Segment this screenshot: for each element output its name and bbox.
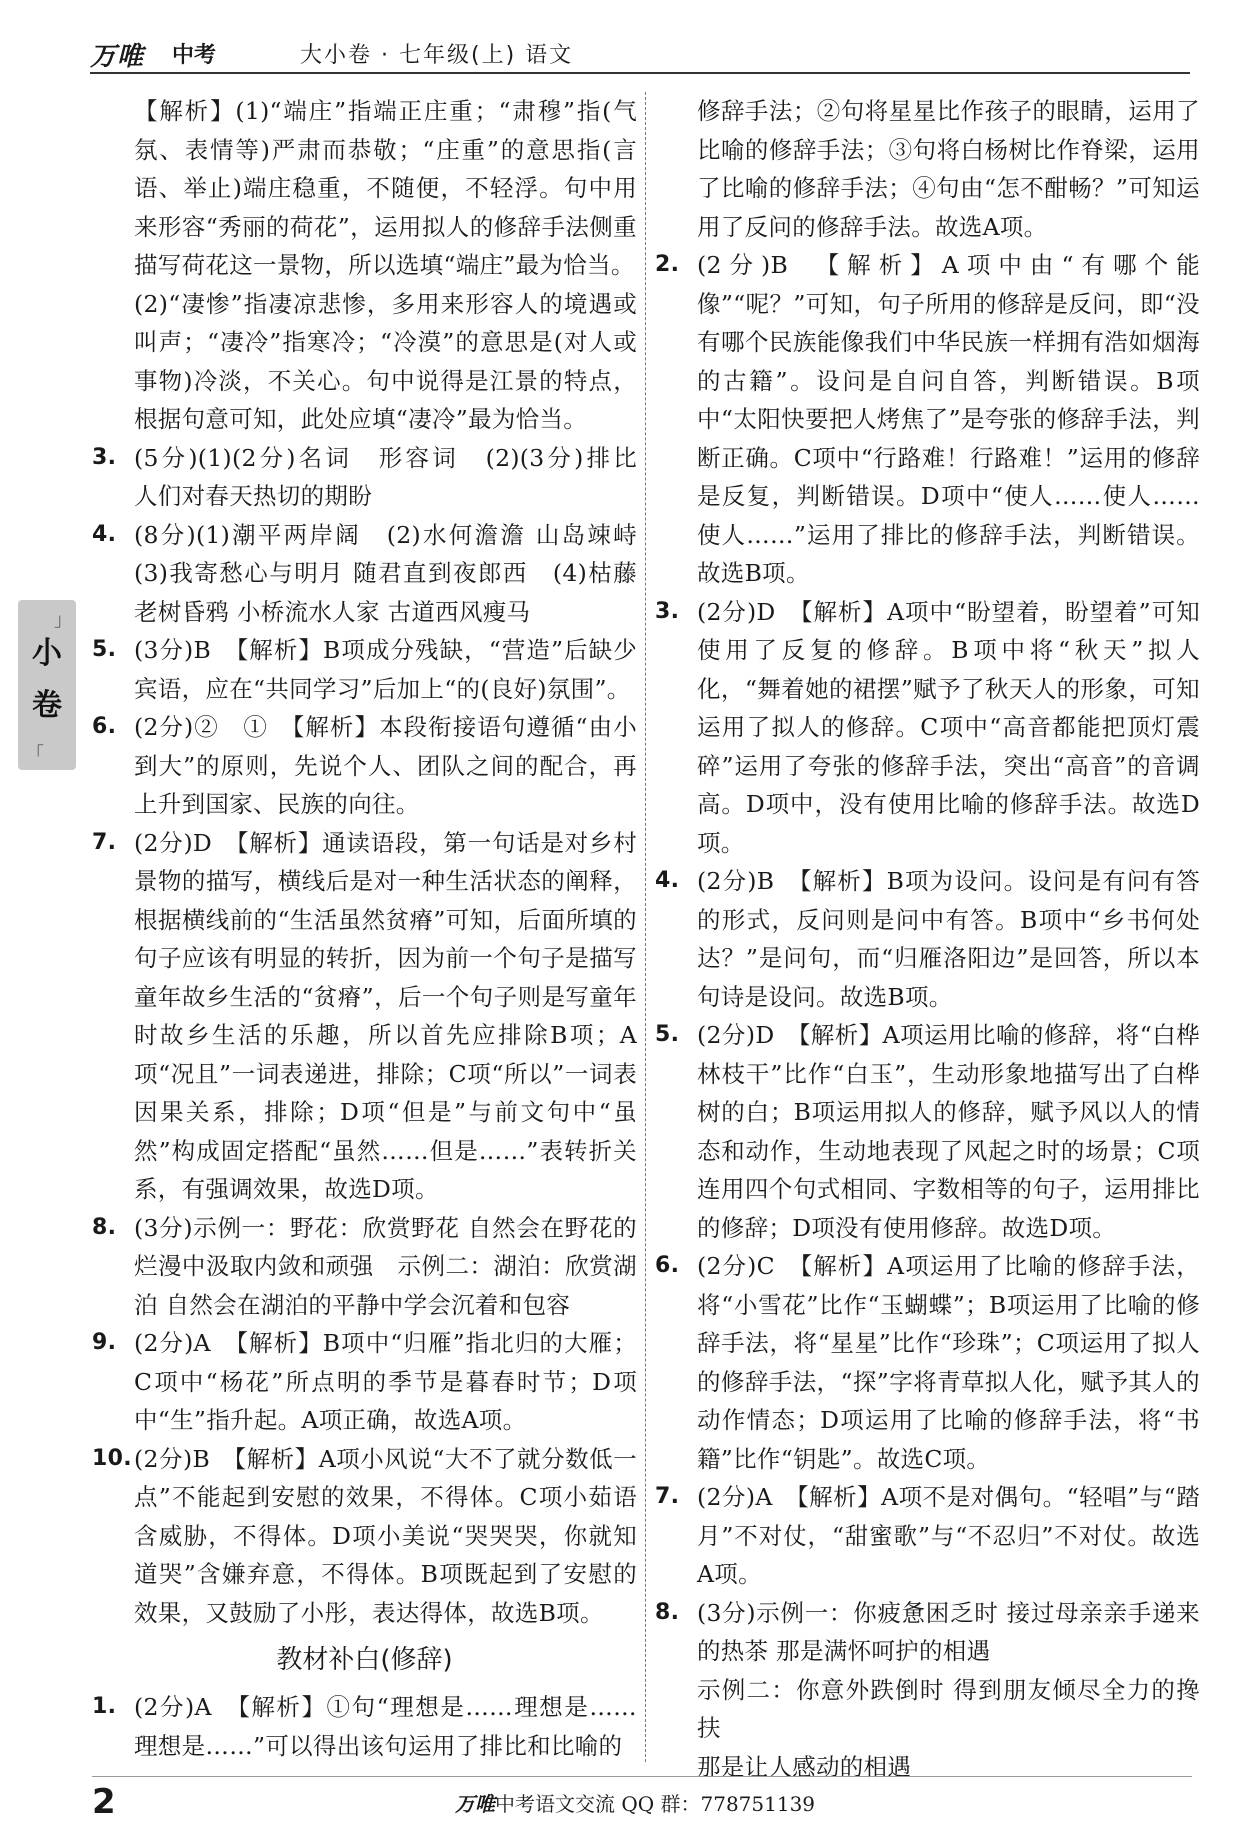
footer-note [455, 1788, 815, 1817]
brand-logo: 万唯 [90, 42, 145, 72]
header-rule [90, 72, 1190, 74]
item-text: (2分)C 【解析】A项运用了比喻的修辞手法，将“小雪花”比作“玉蝴蝶”；B项运用了比喻的修辞手法，将“星星”比作“珍珠”；C项运用了拟人的修辞手法，“探”字将青草拟人化，赋予其人的动作情态；D项运用了比喻的修辞手法，将“书籍”比作“钥匙”。故选C项。 [697, 1252, 1200, 1473]
brand-subtitle: 中考 [172, 43, 217, 68]
item-text: (2分)B 【解析】A项中由“有哪个能像”“呢？”可知，句子所用的修辞是反问，即“没有哪个民族能像我们中华民族一样拥有浩如烟海的古籍”。设问是自问自答，判断错误。B项中“太阳快要把人烤焦了”是夸张的修辞手法，判断正确。C项中“行路难！行路难！”运用的修辞是反复，判断错误。D项中“使人……使人……使人……”运用了排比的修辞手法，判断错误。故选B项。 [697, 251, 1200, 587]
footer-text: 中考语文交流 QQ 群：778751139 [495, 1792, 816, 1816]
item-number: 8. [92, 1214, 117, 1240]
item-number: 8. [655, 1599, 680, 1625]
example-two-line1: 示例二：你意外跌倒时 得到朋友倾尽全力的搀扶 [697, 1675, 1200, 1742]
left-column [92, 92, 661, 1765]
item-text: (2分)A 【解析】①句“理想是……理想是……理想是……”可以得出该句运用了排比和比喻的 [134, 1693, 637, 1760]
item-number: 1. [92, 1694, 117, 1719]
item-text: (2分)D 【解析】A项运用比喻的修辞，将“白桦林枝干”比作“白玉”，生动形象地描写出了白桦树的白；B项运用拟人的修辞，赋予风以人的情态和动作，生动地表现了风起之时的场景；C项连用四个句式相同、字数相等的句子，运用排比的修辞；D项没有使用修辞。故选D项。 [697, 1021, 1200, 1242]
item-number: 3. [655, 598, 680, 624]
column-divider [645, 92, 646, 1762]
item-number: 7. [92, 829, 117, 855]
item-number: 4. [92, 521, 117, 547]
right-column [655, 92, 1200, 1786]
item-number: 7. [655, 1484, 680, 1509]
answer-item [655, 1016, 1200, 1247]
answer-continuation: 修辞手法；②句将星星比作孩子的眼睛，运用了比喻的修辞手法；③句将白杨树比作脊梁，运用了比喻的修辞手法；④句由“怎不酣畅？”可知运用了反问的修辞手法。故选A项。 [697, 97, 1200, 241]
item-text: (3分)B 【解析】B项成分残缺，“营造”后缺少宾语，应在“共同学习”后加上“的(良好)氛围”。 [134, 636, 637, 703]
item-number: 6. [92, 714, 117, 739]
item-number: 3. [92, 444, 117, 470]
answer-item [92, 824, 637, 1209]
item-number: 5. [655, 1022, 680, 1047]
item-number: 10. [92, 1445, 132, 1471]
header-title: 大小卷 · 七年级(上) 语文 [300, 43, 574, 68]
side-tab-label: 小卷 [32, 636, 62, 723]
answer-2-part2: (2)“凄惨”指凄凉悲惨，多用来形容人的境遇或叫声；“凄冷”指寒冷；“冷漠”的意思是(对人或事物)冷淡，不关心。句中说得是江景的特点，根据句意可知，此处应填“凄冷”最为恰当。 [134, 289, 637, 433]
item-text: (3分)示例一：你疲惫困乏时 接过母亲亲手递来的热茶 那是满怀呵护的相遇 [697, 1598, 1200, 1665]
item-text: (3分)示例一：野花：欣赏野花 自然会在野花的烂漫中汲取内敛和顽强 示例二：湖泊：欣赏湖泊 自然会在湖泊的平静中学会沉着和包容 [134, 1213, 637, 1319]
footer-rule [92, 1776, 1192, 1777]
answer-item [655, 593, 1200, 863]
item-text: (2分)② ① 【解析】本段衔接语句遵循“由小到大”的原则，先说个人、团队之间的配合，再上升到国家、民族的向往。 [134, 713, 637, 818]
item-text: (2分)D 【解析】通读语段，第一句话是对乡村景物的描写，横线后是对一种生活状态的阐释，根据横线前的“生活虽然贫瘠”可知，后面所填的句子应该有明显的转折，因为前一个句子是描写童年故乡生活的“贫瘠”，后一个句子则是写童年时故乡生活的乐趣，所以首先应排除B项；A项“况且”一词表递进，排除；C项“所以”一词表因果关系，排除；D项“但是”与前文句中“虽然”构成固定搭配“虽然……但是……”表转折关系，有强调效果，故选D项。 [134, 828, 637, 1203]
item-number: 6. [655, 1253, 680, 1278]
example-two-line2: 那是让人感动的相遇 [697, 1752, 912, 1781]
answer-item [92, 439, 661, 516]
item-number: 9. [92, 1330, 117, 1355]
item-number: 2. [655, 252, 680, 277]
item-text: (8分)(1)潮平两岸阔 (2)水何澹澹 山岛竦峙 (3)我寄愁心与明月 随君直到夜郎西 (4)枯藤老树昏鸦 小桥流水人家 古道西风瘦马 [134, 520, 661, 626]
answer-item [92, 1440, 637, 1633]
side-tab [18, 600, 76, 770]
item-text: (2分)B 【解析】B项为设问。设问是有问有答的形式，反问则是问中有答。B项中“乡书何处达？”是问句，而“归雁洛阳边”是回答，所以本句诗是设问。故选B项。 [697, 867, 1200, 1011]
answer-item [92, 708, 637, 824]
item-text: (2分)A 【解析】B项中“归雁”指北归的大雁；C项中“杨花”所点明的季节是暮春时节；D项中“生”指升起。A项正确，故选A项。 [134, 1329, 637, 1434]
answer-item [655, 1594, 1200, 1671]
item-text: (5分)(1)(2分)名词 形容词 (2)(3分)排比 人们对春天热切的期盼 [134, 443, 661, 510]
side-tab-bracket-bottom: 「 [26, 744, 44, 765]
answer-item [92, 516, 661, 632]
answer-2-part1: 【解析】(1)“端庄”指端正庄重；“肃穆”指(气氛、表情等)严肃而恭敬；“庄重”的意思指(言语、举止)端庄稳重，不随便，不轻浮。句中用来形容“秀丽的荷花”，运用拟人的修辞手法侧重描写荷花这一景物，所以选填“端庄”最为恰当。 [134, 97, 637, 279]
item-number: 5. [92, 637, 117, 662]
answer-item [655, 862, 1200, 1016]
answer-item [655, 1247, 1200, 1478]
item-number: 4. [655, 868, 680, 893]
page-header [90, 28, 1190, 80]
item-text: (2分)B 【解析】A项小风说“大不了就分数低一点”不能起到安慰的效果，不得体。C项小茹语含威胁，不得体。D项小美说“哭哭哭，你就知道哭”含嫌弃意，不得体。B项既起到了安慰的效果，又鼓励了小彤，表达得体，故选B项。 [134, 1444, 637, 1627]
page-number: 2 [92, 1782, 116, 1822]
answer-item [92, 1209, 637, 1325]
answer-item [655, 1478, 1200, 1594]
answer-item [92, 1688, 637, 1765]
answer-item [92, 631, 637, 708]
item-text: (2分)D 【解析】A项中“盼望着，盼望着”可知使用了反复的修辞。B项中将“秋天”拟人化，“舞着她的裙摆”赋予了秋天人的形象，可知运用了拟人的修辞。C项中“高音都能把顶灯震碎”运用了夸张的修辞手法，突出“高音”的音调高。D项中，没有使用比喻的修辞手法。故选D项。 [697, 597, 1200, 857]
side-tab-bracket-top: 」 [54, 610, 72, 631]
footer-brand-logo: 万唯 [455, 1792, 495, 1816]
item-text: (2分)A 【解析】A项不是对偶句。“轻唱”与“踏月”不对仗，“甜蜜歌”与“不忍归”不对仗。故选A项。 [697, 1483, 1200, 1588]
answer-item [92, 1324, 637, 1440]
section-heading: 教材补白(修辞) [276, 1645, 453, 1675]
answer-item [655, 246, 1200, 593]
